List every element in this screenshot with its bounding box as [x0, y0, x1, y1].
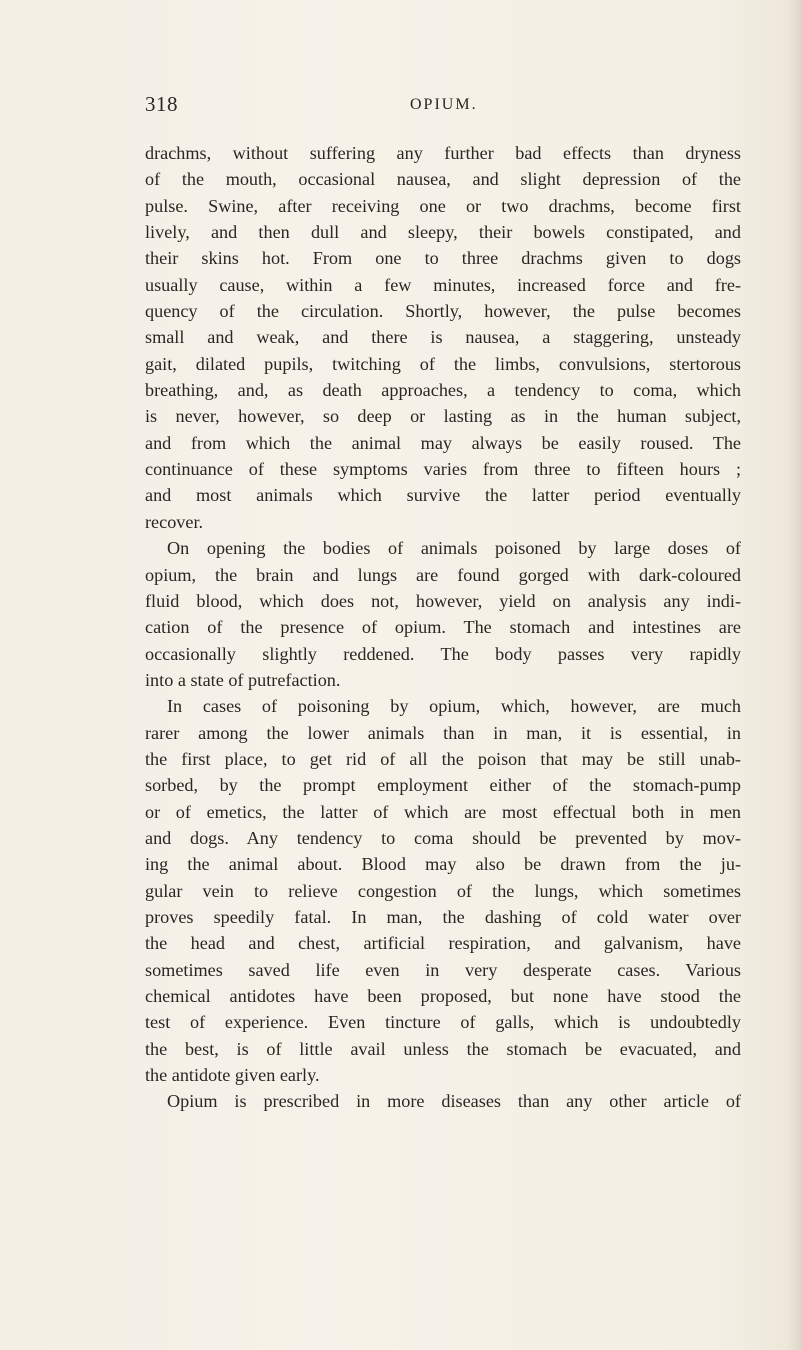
text-line: and dogs. Any tendency to coma should be prevented by mov-: [145, 827, 741, 848]
text-line: lively, and then dull and sleepy, their bowels constipated, and: [145, 222, 741, 243]
body-text: [145, 140, 741, 1115]
text-line: continuance of these symptoms varies from three to fifteen hours ;: [145, 459, 741, 480]
text-line: breathing, and, as death approaches, a tendency to coma, which: [145, 380, 741, 401]
text-line: recover.: [145, 511, 204, 532]
text-line: opium, the brain and lungs are found gorged with dark-coloured: [145, 564, 741, 585]
text-line: pulse. Swine, after receiving one or two drachms, become first: [145, 195, 741, 216]
page-number: 318: [145, 92, 178, 116]
text-line: On opening the bodies of animals poisoned by large doses of: [167, 538, 741, 559]
text-line: the antidote given early.: [145, 1065, 320, 1086]
text-line: quency of the circulation. Shortly, however, the pulse becomes: [145, 301, 741, 322]
text-line: and most animals which survive the latter period eventually: [145, 485, 741, 506]
text-line: the head and chest, artificial respiration, and galvanism, have: [145, 933, 741, 954]
text-line: proves speedily fatal. In man, the dashing of cold water over: [145, 906, 741, 927]
text-line: In cases of poisoning by opium, which, however, are much: [167, 696, 741, 717]
text-line: rarer among the lower animals than in man, it is essential, in: [145, 722, 741, 743]
text-line: or of emetics, the latter of which are most effectual both in men: [145, 801, 741, 822]
text-line: cation of the presence of opium. The stomach and intestines are: [145, 617, 741, 638]
running-head: OPIUM.: [410, 96, 478, 113]
text-line: into a state of putrefaction.: [145, 669, 341, 690]
text-line: gular vein to relieve congestion of the lungs, which sometimes: [145, 880, 741, 901]
text-line: their skins hot. From one to three drachms given to dogs: [145, 248, 741, 269]
page-edge-shadow: [787, 0, 801, 1350]
text-line: sorbed, by the prompt employment either of the stomach-pump: [145, 775, 741, 796]
text-line: occasionally slightly reddened. The body passes very rapidly: [145, 643, 741, 664]
text-line: drachms, without suffering any further bad effects than dryness: [145, 143, 741, 163]
text-line: chemical antidotes have been proposed, but none have stood the: [145, 986, 741, 1006]
text-line: Opium is prescribed in more diseases than any other article of: [167, 1091, 741, 1112]
text-line: is never, however, so deep or lasting as in the human subject,: [145, 406, 741, 427]
text-line: sometimes saved life even in very desperate cases. Various: [145, 959, 741, 980]
text-line: of the mouth, occasional nausea, and slight depression of the: [145, 169, 741, 190]
page-header: [145, 92, 705, 122]
text-line: the best, is of little avail unless the stomach be evacuated, and: [145, 1038, 741, 1059]
text-line: and from which the animal may always be easily roused. The: [145, 432, 741, 453]
text-line: ing the animal about. Blood may also be drawn from the ju-: [145, 854, 741, 875]
text-line: test of experience. Even tincture of galls, which is undoubtedly: [145, 1012, 741, 1033]
text-line: gait, dilated pupils, twitching of the limbs, convulsions, stertorous: [145, 353, 741, 374]
text-line: small and weak, and there is nausea, a staggering, unsteady: [145, 327, 741, 348]
text-line: the first place, to get rid of all the poison that may be still unab-: [145, 748, 741, 769]
text-line: fluid blood, which does not, however, yield on analysis any indi-: [145, 590, 741, 611]
text-line: usually cause, within a few minutes, increased force and fre-: [145, 274, 741, 295]
